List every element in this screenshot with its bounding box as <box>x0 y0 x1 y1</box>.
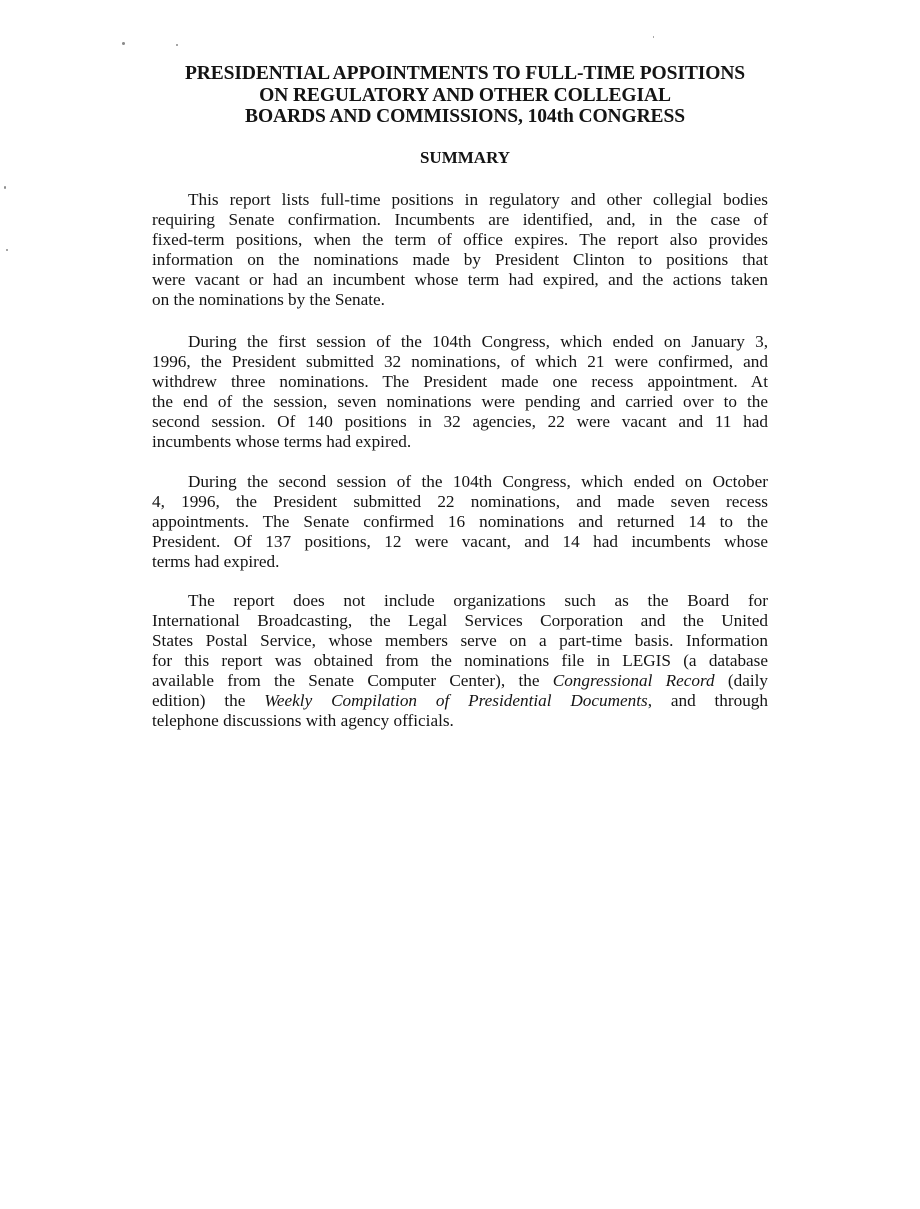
paragraph-line: The report does not include organizations such as the Board for <box>188 591 768 610</box>
paragraph-1 <box>152 190 768 310</box>
paragraph-line: incumbents whose terms had expired. <box>152 432 412 451</box>
text-run: (daily <box>727 671 769 690</box>
paragraph-line: appointments. The Senate confirmed 16 nominations and returned 14 to the <box>152 512 768 531</box>
paragraph-line: This report lists full-time positions in regulatory and other collegial bodies <box>188 190 768 209</box>
summary-heading: SUMMARY <box>419 148 511 167</box>
paragraph-line: information on the nominations made by President Clinton to positions that <box>152 250 768 269</box>
paragraph-line <box>152 691 768 711</box>
publication-title-congressional-record: Congressional Record <box>552 671 715 690</box>
paragraph-3 <box>152 472 768 572</box>
document-title <box>130 63 800 128</box>
paragraph-line: withdrew three nominations. The President made one recess appointment. At <box>152 372 768 391</box>
title-line: BOARDS AND COMMISSIONS, 104th CONGRESS <box>245 106 685 127</box>
paragraph-line: on the nominations by the Senate. <box>152 290 385 309</box>
paragraph-line: the end of the session, seven nominations were pending and carried over to the <box>152 392 768 411</box>
publication-title-weekly-compilation: Weekly Compilation of Presidential Documents <box>264 691 648 710</box>
title-line: PRESIDENTIAL APPOINTMENTS TO FULL-TIME POSITIONS <box>184 63 746 84</box>
scan-speck <box>6 249 8 251</box>
paragraph-line: fixed-term positions, when the term of office expires. The report also provides <box>152 230 768 249</box>
paragraph-line: During the first session of the 104th Congress, which ended on January 3, <box>188 332 768 351</box>
scan-speck <box>4 186 6 189</box>
paragraph-line: During the second session of the 104th Congress, which ended on October <box>188 472 768 491</box>
paragraph-line: President. Of 137 positions, 12 were vacant, and 14 had incumbents whose <box>152 532 768 551</box>
paragraph-line: International Broadcasting, the Legal Services Corporation and the United <box>152 611 768 630</box>
text-run: edition) the <box>152 691 246 710</box>
paragraph-line: terms had expired. <box>152 552 280 571</box>
paragraph-4 <box>152 591 768 731</box>
scan-speck <box>122 42 125 45</box>
paragraph-line: 1996, the President submitted 32 nominations, of which 21 were confirmed, and <box>152 352 768 371</box>
paragraph-line: telephone discussions with agency officials. <box>152 711 454 730</box>
paragraph-line: second session. Of 140 positions in 32 agencies, 22 were vacant and 11 had <box>152 412 768 431</box>
scan-speck <box>176 44 178 46</box>
paragraph-line <box>152 671 768 691</box>
text-run: , and through <box>647 691 768 710</box>
paragraph-line: requiring Senate confirmation. Incumbents are identified, and, in the case of <box>152 210 768 229</box>
paragraph-line: were vacant or had an incumbent whose term had expired, and the actions taken <box>152 270 768 289</box>
paragraph-line: for this report was obtained from the nominations file in LEGIS (a database <box>152 651 768 670</box>
paragraph-line: 4, 1996, the President submitted 22 nominations, and made seven recess <box>152 492 768 511</box>
text-run: available from the Senate Computer Center), the <box>152 671 540 690</box>
paragraph-line: States Postal Service, whose members serve on a part-time basis. Information <box>152 631 768 650</box>
paragraph-2 <box>152 332 768 452</box>
scan-speck <box>653 36 654 38</box>
title-line: ON REGULATORY AND OTHER COLLEGIAL <box>259 84 671 106</box>
